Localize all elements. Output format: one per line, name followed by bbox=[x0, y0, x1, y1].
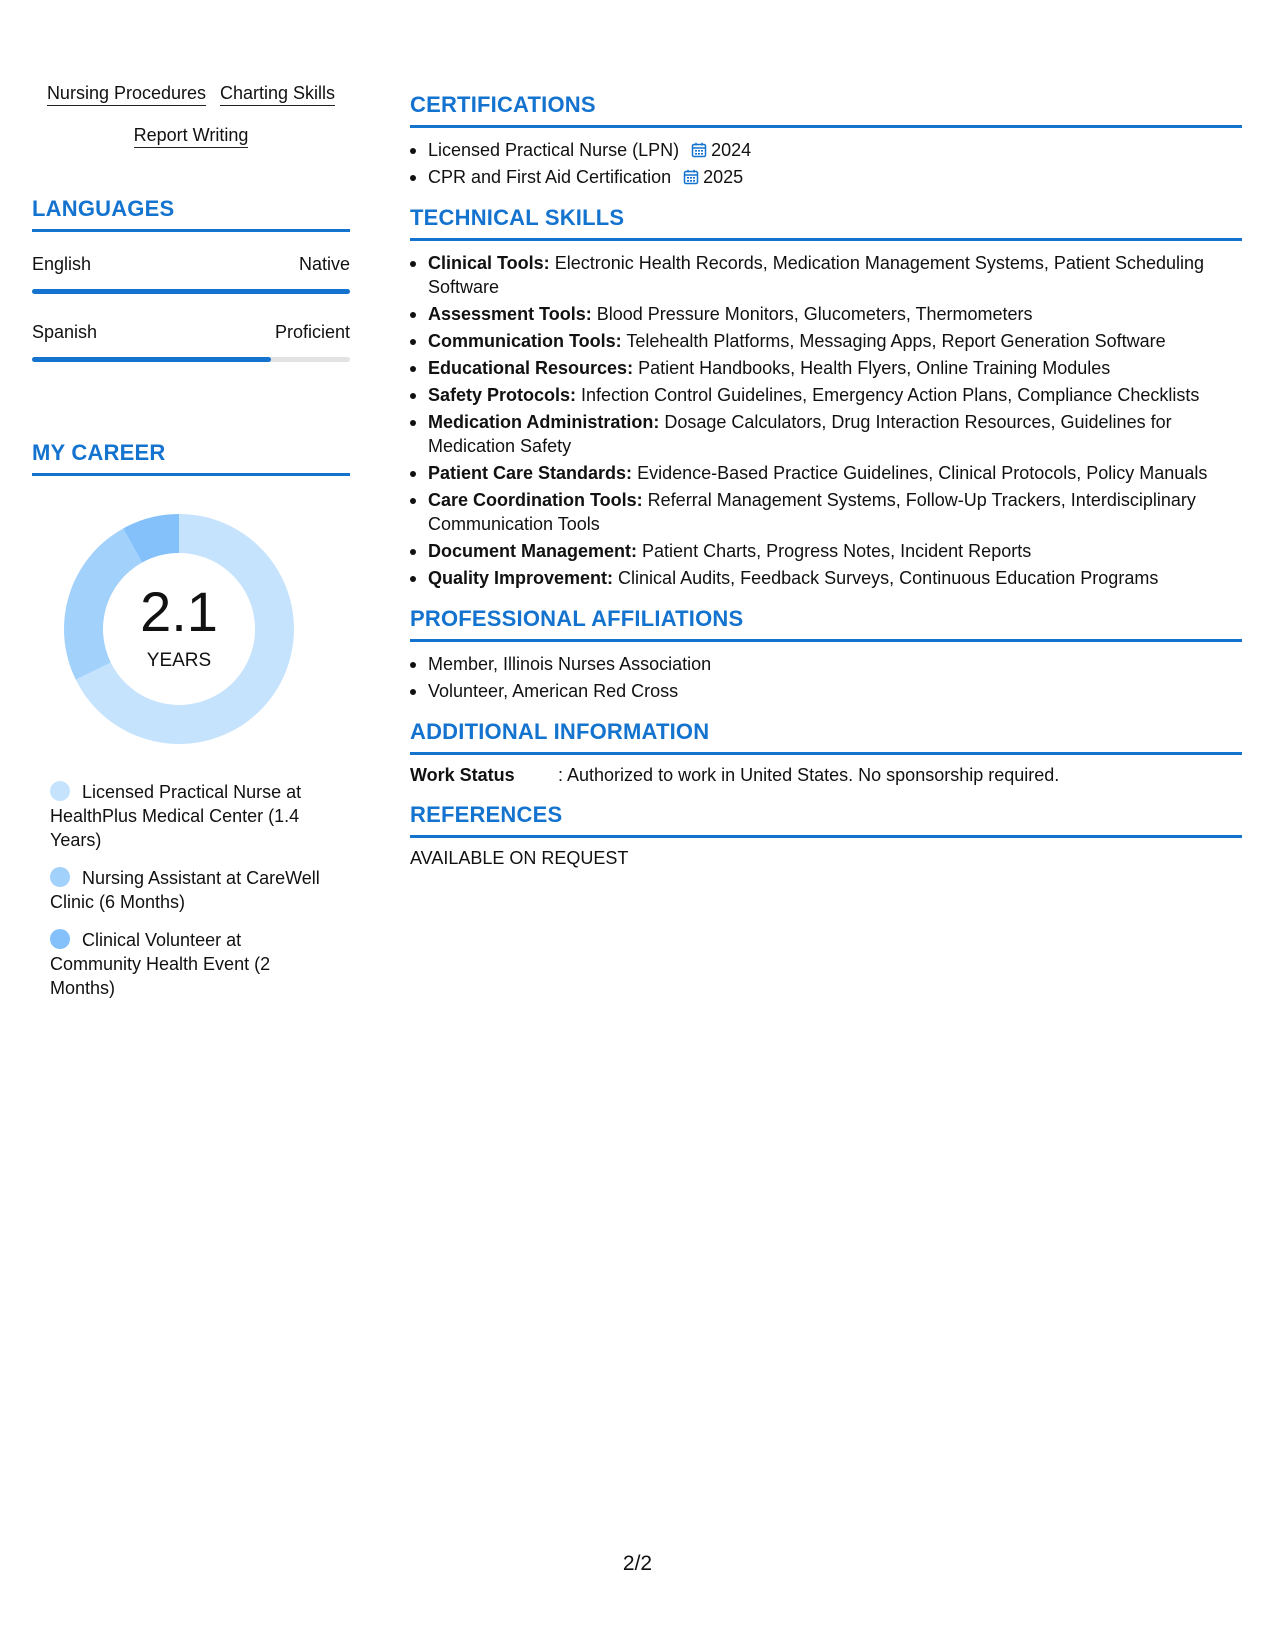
career-donut bbox=[64, 514, 294, 744]
skill-label: Patient Care Standards: bbox=[428, 463, 633, 483]
skill-item bbox=[428, 488, 1242, 536]
work-status-row bbox=[410, 765, 1242, 786]
skill-tag: Nursing Procedures bbox=[47, 84, 206, 106]
career-item bbox=[50, 928, 320, 1000]
skill-item bbox=[428, 329, 1242, 353]
certification-year: 2025 bbox=[703, 167, 744, 187]
career-title: MY CAREER bbox=[32, 440, 350, 476]
career-list bbox=[50, 780, 320, 1000]
skill-text: Dosage Calculators, Drug Interaction Resources, Guidelines for Medication Safety bbox=[428, 412, 1172, 456]
skill-text: Patient Charts, Progress Notes, Incident Reports bbox=[637, 541, 1032, 561]
technical-skills-section bbox=[410, 205, 1242, 590]
language-level: Native bbox=[298, 254, 350, 274]
languages-title: LANGUAGES bbox=[32, 196, 350, 232]
skill-tags bbox=[32, 84, 350, 168]
career-item-text: Licensed Practical Nurse at HealthPlus Medical Center (1.4 Years) bbox=[50, 782, 302, 850]
skill-label: Communication Tools: bbox=[428, 331, 622, 351]
language-item bbox=[32, 322, 350, 362]
skill-label: Assessment Tools: bbox=[428, 304, 592, 324]
skill-text: Patient Handbooks, Health Flyers, Online Training Modules bbox=[633, 358, 1111, 378]
skill-label: Clinical Tools: bbox=[428, 253, 550, 273]
career-item-text: Clinical Volunteer at Community Health Event (2 Months) bbox=[50, 930, 271, 998]
affiliation-item: Member, Illinois Nurses Association bbox=[428, 652, 1242, 676]
skill-item bbox=[428, 383, 1242, 407]
skill-text: Blood Pressure Monitors, Glucometers, Thermometers bbox=[591, 304, 1033, 324]
affiliations-section bbox=[410, 606, 1242, 703]
languages-section bbox=[32, 196, 350, 362]
skill-item bbox=[428, 539, 1242, 563]
additional-info-section bbox=[410, 719, 1242, 786]
skill-text: Clinical Audits, Feedback Surveys, Continuous Education Programs bbox=[613, 568, 1159, 588]
skill-label: Care Coordination Tools: bbox=[428, 490, 643, 510]
affiliation-item: Volunteer, American Red Cross bbox=[428, 679, 1242, 703]
work-status-value: : Authorized to work in United States. No sponsorship required. bbox=[558, 765, 1060, 785]
skill-item bbox=[428, 302, 1242, 326]
references-title: REFERENCES bbox=[410, 802, 1242, 838]
skill-item bbox=[428, 410, 1242, 458]
skill-label: Safety Protocols: bbox=[428, 385, 577, 405]
additional-info-title: ADDITIONAL INFORMATION bbox=[410, 719, 1242, 755]
career-section bbox=[32, 440, 350, 1000]
legend-dot bbox=[50, 929, 70, 949]
references-text: AVAILABLE ON REQUEST bbox=[410, 848, 629, 868]
career-item-text: Nursing Assistant at CareWell Clinic (6 Months) bbox=[50, 868, 320, 912]
certifications-section bbox=[410, 92, 1242, 189]
skill-label: Medication Administration: bbox=[428, 412, 660, 432]
certification-item bbox=[428, 165, 1242, 189]
references-section bbox=[410, 802, 1242, 869]
certifications-title: CERTIFICATIONS bbox=[410, 92, 1242, 128]
skill-text: Infection Control Guidelines, Emergency Action Plans, Compliance Checklists bbox=[576, 385, 1200, 405]
skill-label: Document Management: bbox=[428, 541, 638, 561]
calendar-icon bbox=[691, 142, 707, 158]
certification-item bbox=[428, 138, 1242, 162]
skill-tag: Charting Skills bbox=[220, 84, 335, 106]
skill-text: Evidence-Based Practice Guidelines, Clinical Protocols, Policy Manuals bbox=[632, 463, 1208, 483]
skill-label: Educational Resources: bbox=[428, 358, 634, 378]
language-bar bbox=[32, 289, 350, 294]
certification-year: 2024 bbox=[711, 140, 752, 160]
skill-text: Electronic Health Records, Medication Management Systems, Patient Scheduling Software bbox=[428, 253, 1205, 297]
skill-item bbox=[428, 251, 1242, 299]
certification-name: Licensed Practical Nurse (LPN) bbox=[428, 140, 680, 160]
skill-text: Telehealth Platforms, Messaging Apps, Report Generation Software bbox=[621, 331, 1166, 351]
language-bar bbox=[32, 357, 350, 362]
skill-tag: Report Writing bbox=[134, 126, 249, 148]
language-bar-fill bbox=[32, 289, 350, 294]
legend-dot bbox=[50, 867, 70, 887]
career-item bbox=[50, 780, 320, 852]
skill-item bbox=[428, 461, 1242, 485]
career-total: 2.1 bbox=[140, 580, 218, 643]
technical-skills-title: TECHNICAL SKILLS bbox=[410, 205, 1242, 241]
certification-name: CPR and First Aid Certification bbox=[428, 167, 672, 187]
language-item bbox=[32, 254, 350, 294]
career-unit: YEARS bbox=[146, 650, 212, 671]
skill-item bbox=[428, 356, 1242, 380]
left-column bbox=[32, 84, 350, 1014]
calendar-icon bbox=[683, 169, 699, 185]
career-item bbox=[50, 866, 320, 914]
right-column bbox=[410, 92, 1242, 885]
language-bar-fill bbox=[32, 357, 271, 362]
language-level: Proficient bbox=[274, 322, 350, 342]
language-name: English bbox=[32, 254, 92, 274]
skill-label: Quality Improvement: bbox=[428, 568, 614, 588]
affiliations-title: PROFESSIONAL AFFILIATIONS bbox=[410, 606, 1242, 642]
work-status-label: Work Status bbox=[410, 765, 515, 785]
skill-text: Referral Management Systems, Follow-Up Trackers, Interdisciplinary Communication Tools bbox=[428, 490, 1196, 534]
language-name: Spanish bbox=[32, 322, 98, 342]
legend-dot bbox=[50, 781, 70, 801]
page-number: 2/2 bbox=[622, 1552, 653, 1575]
skill-item bbox=[428, 566, 1242, 590]
